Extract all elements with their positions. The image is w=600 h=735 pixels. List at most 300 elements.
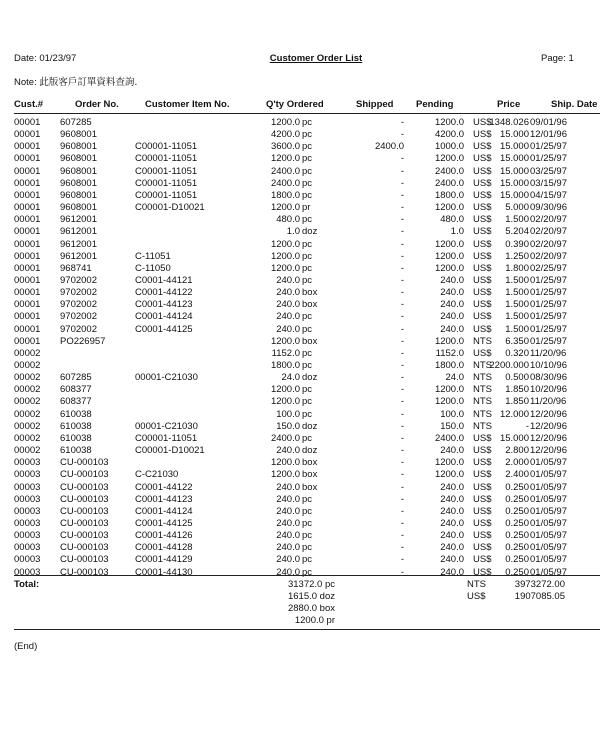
table-row <box>0 226 600 238</box>
totals-label: Total: <box>14 579 40 590</box>
cell-qty: 240.0 <box>276 481 300 493</box>
cell-currency: NTS <box>473 408 492 420</box>
total-qty-pc: 31372.0 pc <box>287 579 335 590</box>
report-note <box>14 74 137 88</box>
table-row <box>0 384 600 396</box>
cell-qty: 240.0 <box>276 274 300 286</box>
cell-price: 0.250 <box>505 481 529 493</box>
cell-unit: pc <box>302 542 313 554</box>
table-row <box>0 336 600 348</box>
cell-cust: 00001 <box>14 202 41 214</box>
cell-ship-date: 01/25/97 <box>530 323 567 335</box>
cell-price: 12.000 <box>499 408 529 420</box>
cell-cust: 00002 <box>14 408 41 420</box>
cell-order-no: 9608001 <box>60 165 97 177</box>
cell-cust: 00001 <box>14 311 41 323</box>
cell-price: 1.850 <box>505 396 529 408</box>
cell-shipped: - <box>400 505 404 517</box>
cell-qty: 1200.0 <box>270 396 300 408</box>
cell-ship-date: 01/05/97 <box>530 469 567 481</box>
cell-currency: US$ <box>473 214 492 226</box>
cell-ship-date: 03/25/97 <box>530 165 567 177</box>
cell-price: 0.250 <box>505 517 529 529</box>
total-amount-nts-currency: NTS <box>467 579 486 590</box>
cell-currency: US$ <box>473 226 492 238</box>
cell-price: 0.250 <box>505 530 529 542</box>
cell-item-no: C-11050 <box>135 262 171 274</box>
cell-pending: 1200.0 <box>434 457 464 469</box>
cell-item-no: C00001-11051 <box>135 165 198 177</box>
cell-shipped: - <box>400 226 404 238</box>
cell-ship-date: 01/25/97 <box>530 299 567 311</box>
cell-ship-date: 02/20/97 <box>530 250 567 262</box>
cell-price: 15.000 <box>499 432 529 444</box>
cell-unit: pc <box>302 311 313 323</box>
cell-pending: 1200.0 <box>434 153 464 165</box>
cell-order-no: 610038 <box>60 408 92 420</box>
table-row <box>0 554 600 566</box>
cell-cust: 00001 <box>14 189 41 201</box>
cell-order-no: CU-000103 <box>60 542 109 554</box>
cell-pending: 100.0 <box>440 408 464 420</box>
cell-ship-date: 01/05/97 <box>530 457 567 469</box>
cell-currency: NTS <box>473 384 492 396</box>
cell-unit: doz <box>302 420 318 432</box>
cell-shipped: - <box>400 396 404 408</box>
cell-shipped: - <box>400 238 404 250</box>
cell-shipped: - <box>400 117 404 128</box>
cell-item-no: C0001-44124 <box>135 505 193 517</box>
cell-ship-date: 02/20/97 <box>530 238 567 250</box>
cell-shipped: - <box>400 408 404 420</box>
cell-pending: 1000.0 <box>434 141 464 153</box>
cell-qty: 1.0 <box>286 226 300 238</box>
cell-currency: US$ <box>473 165 492 177</box>
cell-pending: 1800.0 <box>434 189 464 201</box>
cell-price: 1.850 <box>505 384 529 396</box>
table-row <box>0 299 600 311</box>
cell-order-no: 9702002 <box>60 287 97 299</box>
cell-shipped: - <box>400 153 404 165</box>
table-row <box>0 457 600 469</box>
total-qty-doz: 1615.0 doz <box>287 591 335 602</box>
cell-order-no: 9612001 <box>60 238 97 250</box>
cell-unit: pc <box>302 493 313 505</box>
cell-unit: pc <box>302 262 313 274</box>
cell-order-no: 9608001 <box>60 141 97 153</box>
cell-pending: 2400.0 <box>434 165 464 177</box>
table-row <box>0 178 600 190</box>
cell-cust: 00002 <box>14 420 41 432</box>
cell-cust: 00001 <box>14 141 41 153</box>
col-header-qty: Q'ty Ordered <box>266 99 324 110</box>
cell-pending: 1200.0 <box>434 262 464 274</box>
cell-unit: pc <box>302 554 313 566</box>
cell-currency: US$ <box>473 530 492 542</box>
table-row <box>0 117 600 129</box>
report-date: Date: 01/23/97 <box>14 53 77 64</box>
cell-shipped: - <box>400 287 404 299</box>
cell-qty: 240.0 <box>276 554 300 566</box>
cell-ship-date: 01/05/97 <box>530 517 567 529</box>
cell-pending: 240.0 <box>440 505 464 517</box>
header-divider <box>14 113 600 114</box>
cell-price: 1.800 <box>505 262 529 274</box>
cell-ship-date: 12/20/96 <box>530 408 567 420</box>
cell-unit: pc <box>302 323 313 335</box>
cell-price: 15.000 <box>499 177 529 189</box>
cell-price: 2.800 <box>505 445 529 457</box>
cell-ship-date: 03/15/97 <box>530 177 567 189</box>
cell-currency: US$ <box>473 202 492 214</box>
cell-currency: US$ <box>473 457 492 469</box>
cell-unit: pc <box>302 384 313 396</box>
table-row <box>0 445 600 457</box>
cell-price: 0.250 <box>505 542 529 554</box>
cell-order-no: CU-000103 <box>60 554 109 566</box>
cell-cust: 00001 <box>14 177 41 189</box>
cell-price: 0.250 <box>505 493 529 505</box>
total-amount-usd: 1907085.05 <box>514 591 565 602</box>
cell-shipped: - <box>400 250 404 262</box>
cell-qty: 4200.0 <box>270 129 300 141</box>
end-divider <box>14 629 600 630</box>
cell-order-no: 608377 <box>60 396 92 408</box>
cell-pending: 240.0 <box>440 517 464 529</box>
cell-order-no: 9702002 <box>60 323 97 335</box>
cell-unit: doz <box>302 445 318 457</box>
table-row <box>0 433 600 445</box>
cell-currency: US$ <box>473 323 492 335</box>
table-row <box>0 251 600 263</box>
cell-shipped: - <box>400 372 404 384</box>
cell-ship-date: 01/25/97 <box>530 153 567 165</box>
cell-order-no: CU-000103 <box>60 493 109 505</box>
cell-pending: 240.0 <box>440 311 464 323</box>
cell-pending: 480.0 <box>440 214 464 226</box>
cell-shipped: - <box>400 335 404 347</box>
table-row <box>0 482 600 494</box>
cell-item-no: C0001-44121 <box>135 274 193 286</box>
cell-cust: 00001 <box>14 226 41 238</box>
cell-pending: 150.0 <box>440 420 464 432</box>
cell-unit: pc <box>302 214 313 226</box>
cell-shipped: - <box>400 481 404 493</box>
cell-ship-date: 01/25/97 <box>530 274 567 286</box>
cell-currency: US$ <box>473 445 492 457</box>
cell-currency: US$ <box>473 177 492 189</box>
cell-order-no: 9702002 <box>60 311 97 323</box>
cell-currency: US$ <box>473 311 492 323</box>
cell-unit: pc <box>302 347 313 359</box>
report-title: Customer Order List <box>269 53 363 64</box>
cell-order-no: CU-000103 <box>60 530 109 542</box>
cell-ship-date: 11/20/96 <box>530 347 567 359</box>
table-row <box>0 530 600 542</box>
cell-item-no: C0001-44123 <box>135 299 193 311</box>
cell-unit: pc <box>302 153 313 165</box>
cell-unit: pc <box>302 274 313 286</box>
cell-qty: 240.0 <box>276 445 300 457</box>
total-amount-nts: 3973272.00 <box>514 579 565 590</box>
table-row <box>0 494 600 506</box>
cell-item-no: C-C21030 <box>135 469 179 481</box>
cell-qty: 1200.0 <box>270 469 300 481</box>
cell-qty: 240.0 <box>276 530 300 542</box>
cell-pending: 1200.0 <box>434 335 464 347</box>
cell-price: 1.250 <box>505 250 529 262</box>
cell-cust: 00001 <box>14 129 41 141</box>
cell-pending: 240.0 <box>440 299 464 311</box>
cell-cust: 00002 <box>14 347 41 359</box>
cell-pending: 1200.0 <box>434 117 464 128</box>
col-header-shipped: Shipped <box>356 99 394 110</box>
cell-currency: US$ <box>473 250 492 262</box>
cell-currency: US$ <box>473 287 492 299</box>
cell-ship-date: 01/05/97 <box>530 542 567 554</box>
cell-unit: pc <box>302 505 313 517</box>
cell-currency: US$ <box>473 566 492 578</box>
cell-unit: pc <box>302 238 313 250</box>
cell-price: 15.000 <box>499 189 529 201</box>
cell-currency: US$ <box>473 262 492 274</box>
cell-shipped: - <box>400 299 404 311</box>
cell-unit: doz <box>302 372 318 384</box>
cell-ship-date: 10/20/96 <box>530 384 567 396</box>
cell-pending: 1800.0 <box>434 360 464 371</box>
cell-price: 0.390 <box>505 238 529 250</box>
cell-shipped: - <box>400 542 404 554</box>
cell-ship-date: 01/05/97 <box>530 566 567 578</box>
cell-qty: 240.0 <box>276 542 300 554</box>
cell-ship-date: 10/10/96 <box>530 360 567 371</box>
cell-currency: NTS <box>473 420 492 432</box>
cell-unit: pc <box>302 141 313 153</box>
cell-shipped: - <box>400 554 404 566</box>
cell-order-no: 968741 <box>60 262 92 274</box>
col-header-price: Price <box>497 99 521 110</box>
cell-order-no: CU-000103 <box>60 517 109 529</box>
cell-unit: pc <box>302 189 313 201</box>
cell-cust: 00001 <box>14 323 41 335</box>
cell-shipped: 2400.0 <box>374 141 404 153</box>
cell-ship-date: 08/30/96 <box>530 372 567 384</box>
table-row <box>0 360 600 372</box>
cell-ship-date: 01/05/97 <box>530 481 567 493</box>
cell-pending: 1200.0 <box>434 396 464 408</box>
cell-qty: 240.0 <box>276 517 300 529</box>
cell-cust: 00001 <box>14 262 41 274</box>
cell-ship-date: 12/01/96 <box>530 129 567 141</box>
cell-price: 1.500 <box>505 287 529 299</box>
cell-cust: 00001 <box>14 214 41 226</box>
cell-item-no: C00001-11051 <box>135 432 198 444</box>
cell-currency: US$ <box>473 469 492 481</box>
table-row <box>0 542 600 554</box>
col-header-ship-date: Ship. Date <box>551 99 598 110</box>
cell-qty: 480.0 <box>276 214 300 226</box>
cell-unit: box <box>302 481 318 493</box>
cell-ship-date: 12/20/96 <box>530 445 567 457</box>
cell-shipped: - <box>400 384 404 396</box>
cell-ship-date: 01/25/97 <box>530 287 567 299</box>
cell-currency: US$ <box>473 481 492 493</box>
total-qty-box: 2880.0 box <box>287 603 335 614</box>
cell-cust: 00001 <box>14 117 41 128</box>
cell-shipped: - <box>400 274 404 286</box>
cell-currency: US$ <box>473 153 492 165</box>
cell-price: 15.000 <box>499 129 529 141</box>
cell-qty: 240.0 <box>276 493 300 505</box>
cell-qty: 1200.0 <box>270 238 300 250</box>
cell-cust: 00001 <box>14 153 41 165</box>
cell-order-no: 9608001 <box>60 153 97 165</box>
cell-order-no: 610038 <box>60 420 92 432</box>
cell-currency: NTS <box>473 396 492 408</box>
table-row <box>0 348 600 360</box>
col-header-order: Order No. <box>75 99 119 110</box>
cell-ship-date: 11/20/96 <box>530 396 567 408</box>
cell-price: 1.500 <box>505 299 529 311</box>
cell-price: 5.204 <box>505 226 529 238</box>
cell-item-no: C0001-44122 <box>135 287 193 299</box>
cell-price: 0.250 <box>505 566 529 578</box>
cell-pending: 240.0 <box>440 530 464 542</box>
cell-price: 1.500 <box>505 311 529 323</box>
cell-currency: NTS <box>473 360 492 371</box>
cell-shipped: - <box>400 420 404 432</box>
cell-pending: 240.0 <box>440 274 464 286</box>
cell-ship-date: 01/25/97 <box>530 141 567 153</box>
cell-cust: 00002 <box>14 372 41 384</box>
cell-item-no: C0001-44128 <box>135 542 193 554</box>
cell-pending: 1200.0 <box>434 202 464 214</box>
table-row <box>0 202 600 214</box>
cell-order-no: 607285 <box>60 372 92 384</box>
cell-item-no: C0001-44129 <box>135 554 193 566</box>
cell-shipped: - <box>400 165 404 177</box>
cell-unit: pc <box>302 432 313 444</box>
cell-cust: 00003 <box>14 493 41 505</box>
table-row <box>0 263 600 275</box>
cell-pending: 1152.0 <box>435 347 464 359</box>
table-row <box>0 129 600 141</box>
cell-unit: doz <box>302 226 318 238</box>
cell-cust: 00003 <box>14 469 41 481</box>
cell-qty: 240.0 <box>276 323 300 335</box>
cell-ship-date: 02/20/97 <box>530 214 567 226</box>
table-row <box>0 396 600 408</box>
cell-qty: 1200.0 <box>270 335 300 347</box>
cell-price: 15.000 <box>499 141 529 153</box>
cell-price: 2200.000 <box>489 360 529 371</box>
cell-unit: pc <box>302 396 313 408</box>
cell-cust: 00001 <box>14 250 41 262</box>
cell-unit: pc <box>302 566 313 578</box>
cell-shipped: - <box>400 129 404 141</box>
cell-item-no: C00001-11051 <box>135 141 198 153</box>
cell-shipped: - <box>400 457 404 469</box>
cell-item-no: C0001-44124 <box>135 311 193 323</box>
table-row <box>0 275 600 287</box>
table-row <box>0 311 600 323</box>
cell-shipped: - <box>400 214 404 226</box>
cell-qty: 1200.0 <box>270 384 300 396</box>
cell-pending: 1200.0 <box>434 469 464 481</box>
cell-order-no: 9608001 <box>60 177 97 189</box>
cell-item-no: C00001-D10021 <box>135 445 205 457</box>
cell-pending: 240.0 <box>440 287 464 299</box>
cell-ship-date: 01/25/97 <box>530 311 567 323</box>
cell-currency: US$ <box>473 189 492 201</box>
cell-order-no: PO226957 <box>60 335 106 347</box>
cell-price: 1.500 <box>505 323 529 335</box>
cell-pending: 240.0 <box>440 493 464 505</box>
cell-item-no: 00001-C21030 <box>135 372 198 384</box>
cell-shipped: - <box>400 432 404 444</box>
note-text: 此版客戶訂單資料查詢. <box>39 77 138 88</box>
cell-qty: 240.0 <box>276 311 300 323</box>
cell-currency: US$ <box>473 129 492 141</box>
cell-currency: US$ <box>473 493 492 505</box>
cell-order-no: CU-000103 <box>60 457 109 469</box>
cell-item-no: C-11051 <box>135 250 171 262</box>
cell-cust: 00003 <box>14 554 41 566</box>
cell-cust: 00003 <box>14 566 41 578</box>
cell-price: 1.500 <box>505 274 529 286</box>
table-row <box>0 214 600 226</box>
cell-unit: box <box>302 335 318 347</box>
cell-order-no: 9612001 <box>60 226 97 238</box>
cell-item-no: C00001-D10021 <box>135 202 205 214</box>
cell-qty: 240.0 <box>276 287 300 299</box>
cell-qty: 1200.0 <box>270 117 300 128</box>
cell-ship-date: 04/15/97 <box>530 189 567 201</box>
cell-order-no: 610038 <box>60 445 92 457</box>
col-header-pending: Pending <box>416 99 454 110</box>
table-row <box>0 421 600 433</box>
cell-unit: box <box>302 299 318 311</box>
cell-cust: 00001 <box>14 335 41 347</box>
cell-order-no: CU-000103 <box>60 505 109 517</box>
cell-pending: 1.0 <box>450 226 464 238</box>
page-number: Page: 1 <box>541 53 574 64</box>
cell-cust: 00002 <box>14 432 41 444</box>
cell-unit: pc <box>302 165 313 177</box>
cell-item-no: C0001-44122 <box>135 481 193 493</box>
cell-unit: box <box>302 457 318 469</box>
end-marker: (End) <box>14 641 38 652</box>
cell-currency: US$ <box>473 554 492 566</box>
cell-item-no: C0001-44130 <box>135 566 193 578</box>
cell-item-no: C00001-11051 <box>135 177 198 189</box>
table-row <box>0 409 600 421</box>
cell-pending: 240.0 <box>440 323 464 335</box>
cell-shipped: - <box>400 323 404 335</box>
cell-shipped: - <box>400 517 404 529</box>
cell-cust: 00001 <box>14 165 41 177</box>
cell-price: 0.250 <box>505 554 529 566</box>
cell-ship-date: 02/20/97 <box>530 226 567 238</box>
cell-qty: 1800.0 <box>270 360 300 371</box>
table-row <box>0 153 600 165</box>
cell-currency: US$ <box>473 347 492 359</box>
cell-qty: 1200.0 <box>270 262 300 274</box>
table-row <box>0 469 600 481</box>
cell-qty: 1200.0 <box>270 250 300 262</box>
cell-cust: 00003 <box>14 457 41 469</box>
cell-price: 6.350 <box>505 335 529 347</box>
